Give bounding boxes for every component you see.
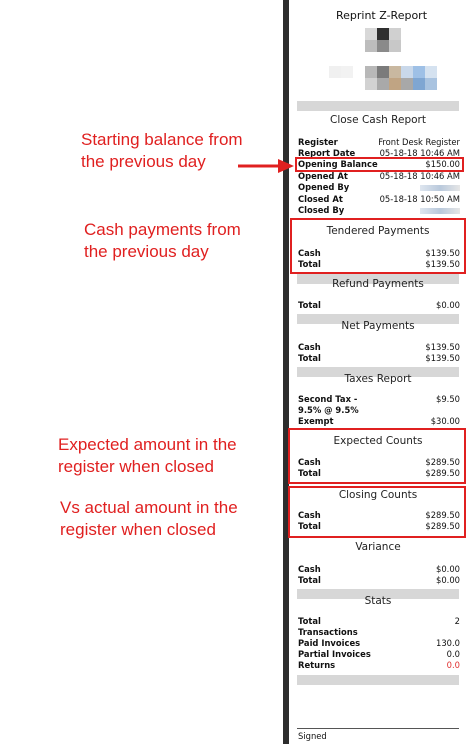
stats-paid-invoices-row: Paid Invoices 130.0 xyxy=(298,638,460,648)
expected-title: Expected Counts xyxy=(333,435,423,447)
variance-total-row: Total $0.00 xyxy=(298,575,460,585)
highlight-expected-counts xyxy=(288,428,466,484)
separator-bar xyxy=(297,675,459,685)
taxes-title: Taxes Report xyxy=(344,373,412,385)
highlight-closing-counts xyxy=(288,486,466,538)
annotation-actual-amount: Vs actual amount in the register when closed xyxy=(60,498,238,539)
taxes-rate-row: 9.5% @ 9.5% xyxy=(298,405,359,415)
annotation-starting-balance: Starting balance from the previous day xyxy=(81,130,243,171)
signed-label: Signed xyxy=(298,731,327,741)
net-cash-row: Cash $139.50 xyxy=(298,342,460,352)
tendered-cash-row: Cash $139.50 xyxy=(298,248,460,258)
refund-total-row: Total $0.00 xyxy=(298,300,460,310)
blurred-name xyxy=(420,185,460,191)
annotation-expected-amount: Expected amount in the register when closed xyxy=(58,435,237,476)
taxes-second-tax-row: Second Tax - $9.50 xyxy=(298,394,460,404)
net-total-row: Total $139.50 xyxy=(298,353,460,363)
stats-title: Stats xyxy=(364,595,392,607)
receipt-panel xyxy=(289,0,474,744)
field-closed-at: Closed At 05-18-18 10:50 AM xyxy=(298,194,460,204)
tendered-total-row: Total $139.50 xyxy=(298,259,460,269)
highlight-tendered-payments xyxy=(290,218,466,274)
stats-total-row: Total 2 xyxy=(298,616,460,626)
separator-bar xyxy=(297,101,459,111)
closing-total-row: Total $289.50 xyxy=(298,521,460,531)
expected-cash-row: Cash $289.50 xyxy=(298,457,460,467)
expected-total-row: Total $289.50 xyxy=(298,468,460,478)
tendered-title: Tendered Payments xyxy=(326,225,430,237)
blurred-name xyxy=(420,208,460,214)
report-title: Close Cash Report xyxy=(330,114,426,126)
field-register: Register Front Desk Register xyxy=(298,137,460,147)
closing-title: Closing Counts xyxy=(338,489,418,501)
taxes-exempt-row: Exempt $30.00 xyxy=(298,416,460,426)
field-opening-balance: Opening Balance $150.00 xyxy=(298,159,460,169)
net-title: Net Payments xyxy=(341,320,415,332)
signature-line xyxy=(297,728,459,729)
variance-cash-row: Cash $0.00 xyxy=(298,564,460,574)
field-closed-by: Closed By xyxy=(298,205,460,216)
field-report-date: Report Date 05-18-18 10:46 AM xyxy=(298,148,460,158)
variance-title: Variance xyxy=(355,541,401,553)
receipt-title: Reprint Z-Report xyxy=(335,9,428,22)
stats-returns-row: Returns 0.0 xyxy=(298,660,460,670)
refund-title: Refund Payments xyxy=(332,278,424,290)
closing-cash-row: Cash $289.50 xyxy=(298,510,460,520)
stats-partial-invoices-row: Partial Invoices 0.0 xyxy=(298,649,460,659)
field-opened-at: Opened At 05-18-18 10:46 AM xyxy=(298,171,460,181)
highlight-opening-balance xyxy=(295,157,464,172)
field-opened-by: Opened By xyxy=(298,182,460,193)
arrow-icon xyxy=(236,158,296,174)
annotation-cash-payments: Cash payments from the previous day xyxy=(84,220,241,261)
stats-transactions-row: Transactions xyxy=(298,627,358,637)
